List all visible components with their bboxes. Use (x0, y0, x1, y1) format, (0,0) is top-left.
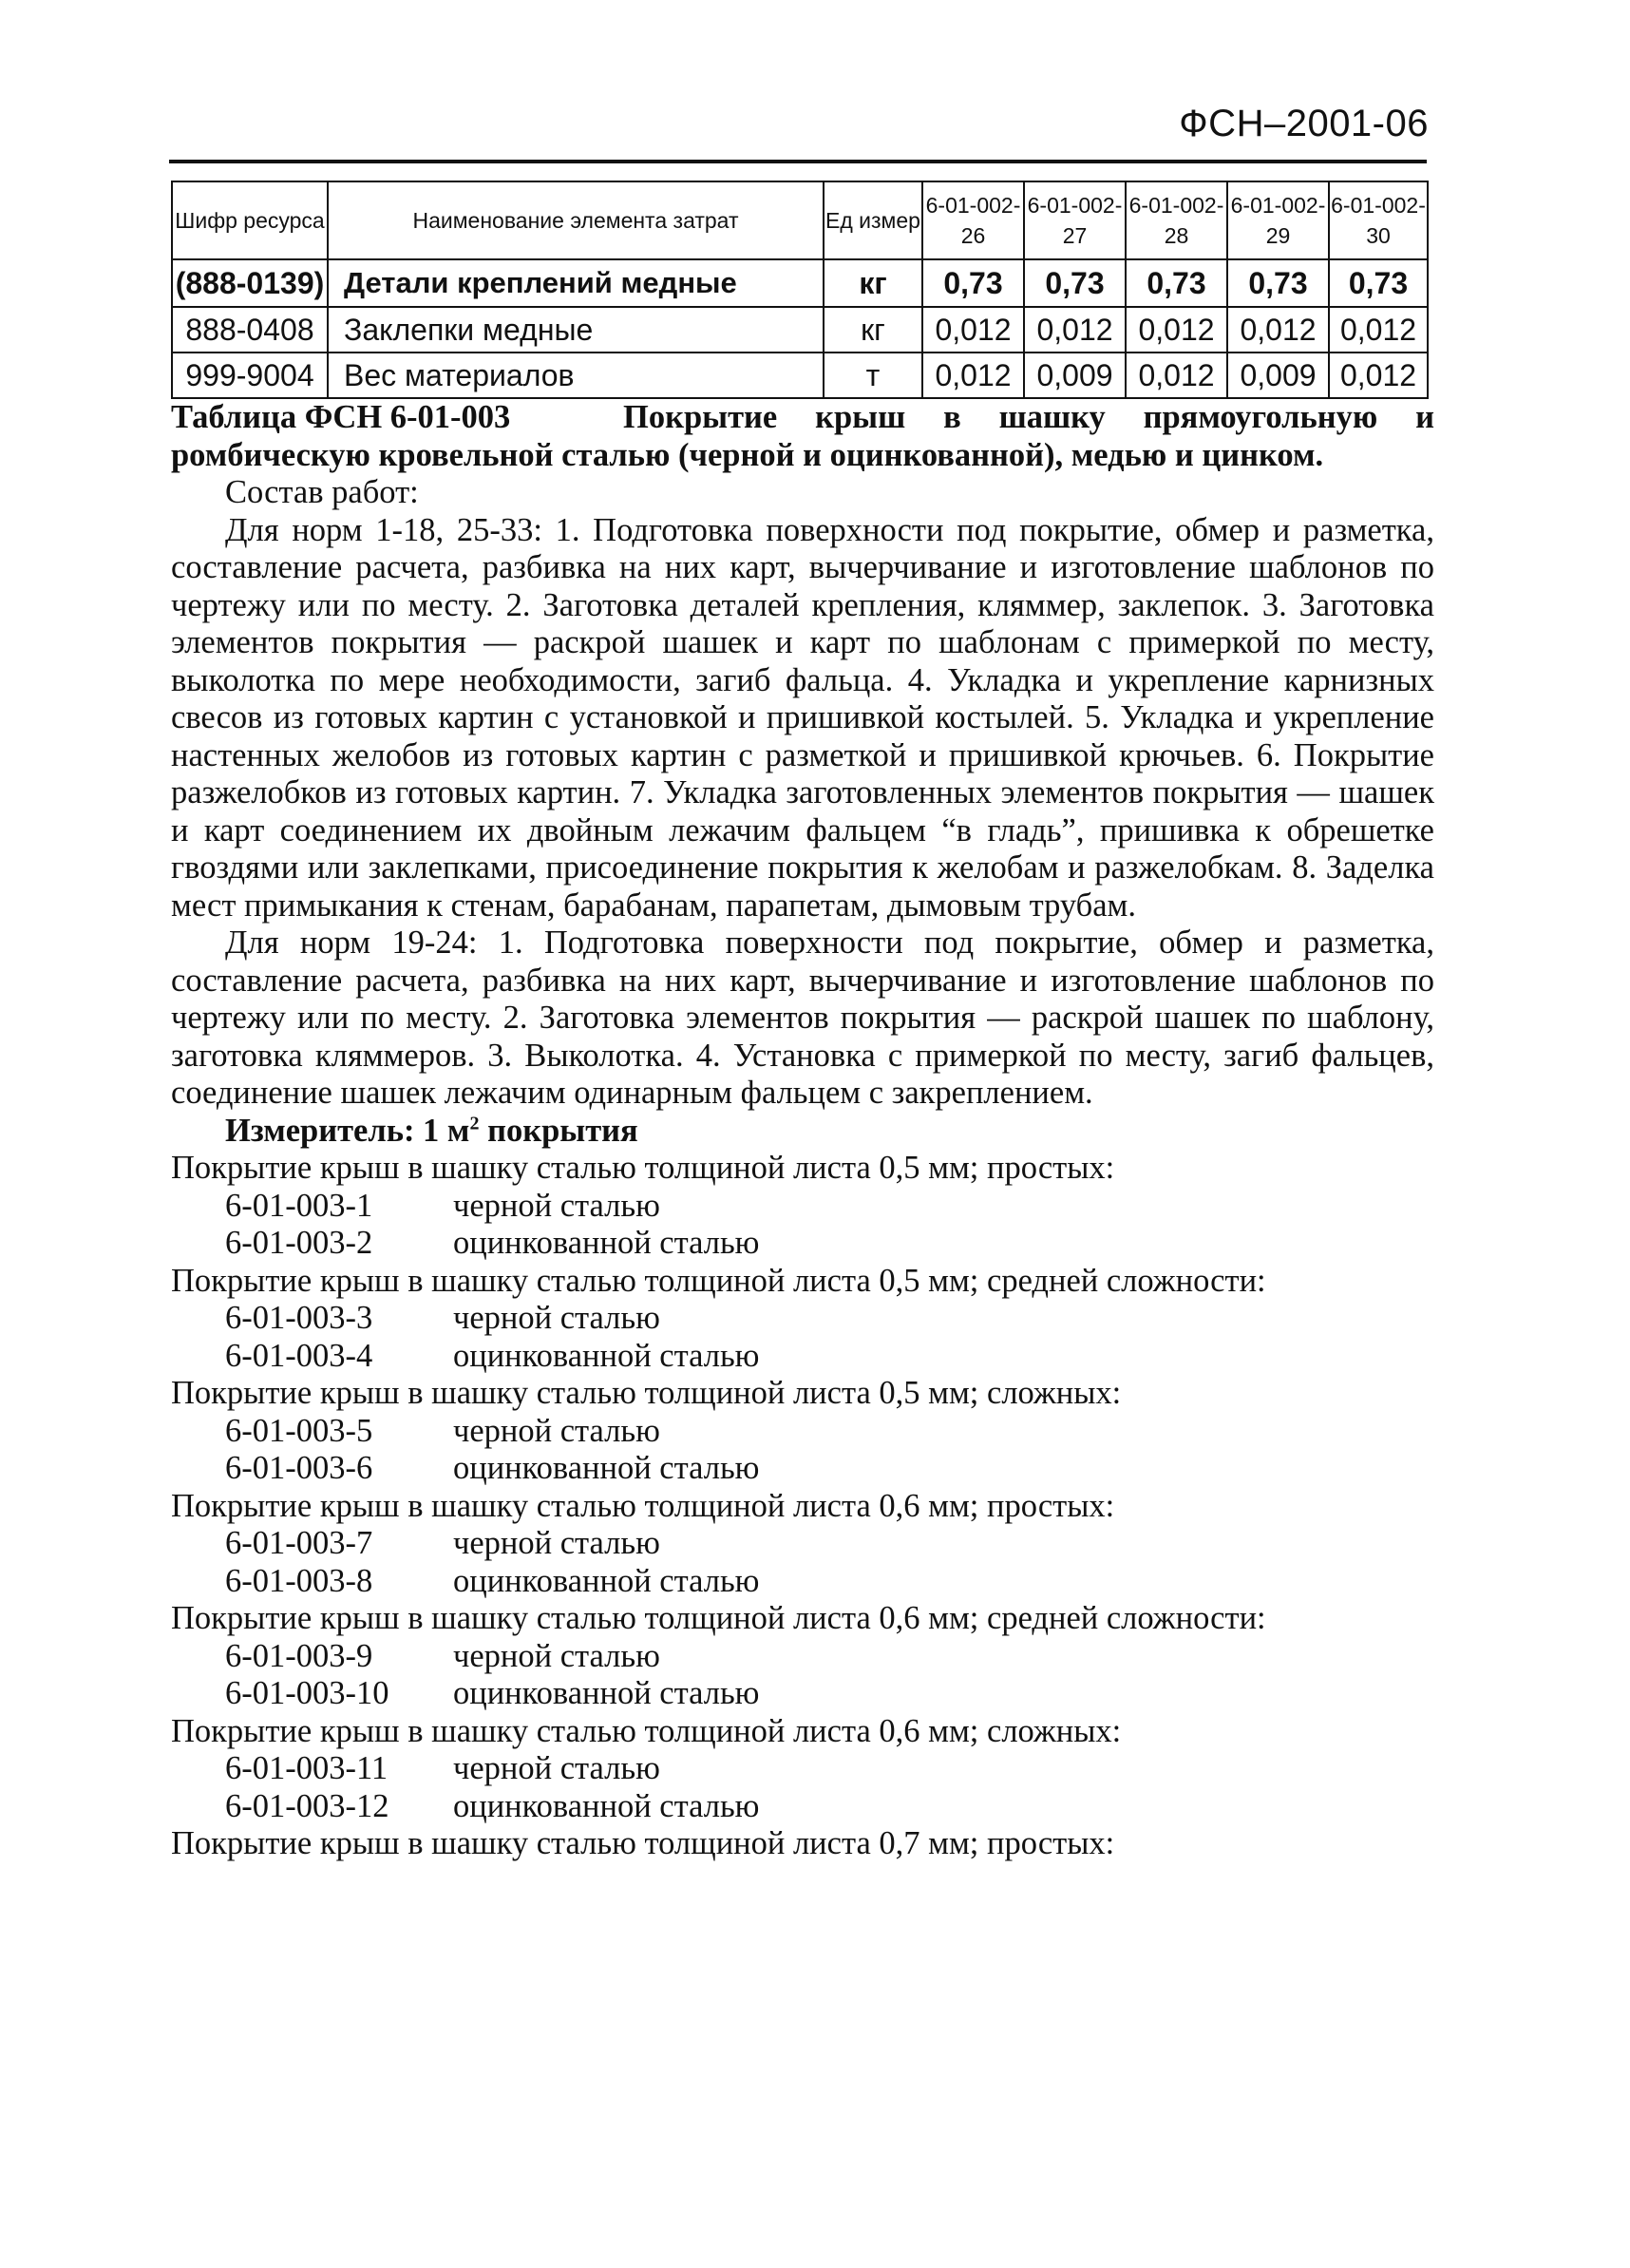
norm-text: оцинкованной сталью (453, 1675, 760, 1711)
measure-superscript: 2 (469, 1113, 480, 1134)
norm-row (171, 1450, 1434, 1488)
cell-value: 0,012 (922, 353, 1024, 398)
norm-code: 6-01-003-9 (225, 1637, 373, 1674)
cell-unit: т (824, 353, 922, 398)
table-row (172, 307, 1428, 353)
norm-row (171, 1675, 1434, 1713)
cell-value: 0,009 (1227, 353, 1329, 398)
norm-group-heading: Покрытие крыш в шашку сталью толщиной листа 0,5 мм; сложных: (171, 1375, 1122, 1411)
table-header-row (172, 181, 1428, 259)
table-number: Таблица ФСН 6-01-003 (171, 399, 511, 435)
norm-group-heading: Покрытие крыш в шашку сталью толщиной листа 0,6 мм; средней сложности: (171, 1600, 1266, 1636)
cell-code: 999-9004 (172, 353, 328, 398)
cell-value: 0,73 (922, 259, 1024, 307)
norm-code: 6-01-003-4 (225, 1337, 373, 1374)
norms-list (171, 1150, 1434, 1863)
header-col: 6-01-002-26 (922, 181, 1024, 259)
header-col: 6-01-002-30 (1329, 181, 1428, 259)
cell-name: Заклепки медные (328, 307, 824, 353)
cell-value: 0,73 (1126, 259, 1227, 307)
norm-text: черной сталью (453, 1637, 660, 1674)
norm-row (171, 1750, 1434, 1788)
cell-value: 0,012 (1329, 353, 1428, 398)
norm-text: черной сталью (453, 1412, 660, 1449)
header-cipher: Шифр ресурса (172, 181, 328, 259)
cell-value: 0,73 (1329, 259, 1428, 307)
norm-code: 6-01-003-2 (225, 1225, 373, 1261)
measure-label: Измеритель: 1 м (225, 1112, 470, 1149)
norm-text: оцинкованной сталью (453, 1337, 760, 1374)
norm-group-heading: Покрытие крыш в шашку сталью толщиной листа 0,6 мм; простых: (171, 1487, 1115, 1524)
norm-group-heading: Покрытие крыш в шашку сталью толщиной листа 0,5 мм; простых: (171, 1150, 1115, 1186)
norm-row (171, 1188, 1434, 1226)
cell-value: 0,012 (1024, 307, 1126, 353)
header-col: 6-01-002-27 (1024, 181, 1126, 259)
document-body (171, 399, 1434, 1863)
table-title (171, 399, 1434, 474)
norm-code: 6-01-003-12 (225, 1787, 389, 1824)
norm-row (171, 1788, 1434, 1826)
norm-text: черной сталью (453, 1525, 660, 1561)
norm-text: оцинкованной сталью (453, 1225, 760, 1261)
norm-row (171, 1225, 1434, 1263)
norm-text: оцинкованной сталью (453, 1450, 760, 1486)
cell-name: Вес материалов (328, 353, 824, 398)
norm-text: оцинкованной сталью (453, 1562, 760, 1599)
measure-rest: покрытия (479, 1112, 638, 1149)
work-paragraph-1: Для норм 1-18, 25-33: 1. Подготовка поверхности под покрытие, обмер и разметка, составление расчета, разбивка на них карт, вычерчивание и изготовление шаблонов по чертежу или по месту. 2. Заготовка деталей крепления, кляммер, заклепок. 3. Заготовка элементов покрытия — раскрой шашек и карт по шаблонам с примеркой по месту, выколотка по мере необходимости, загиб фальца. 4. Укладка и укрепление карнизных свесов из готовых картин с установкой и пришивкой костылей. 5. Укладка и укрепление настенных желобов из готовых картин с разметкой и пришивкой крючьев. 6. Покрытие разжелобков из готовых картин. 7. Укладка заготовленных элементов покрытия — шашек и карт соединением их двойным лежачим фальцем “в гладь”, пришивка к обрешетке гвоздями или заклепками, присоединение покрытия к желобам и разжелобкам. 8. Заделка мест примыкания к стенам, барабанам, парапетам, дымовым трубам. (171, 511, 1434, 924)
cell-value: 0,73 (1227, 259, 1329, 307)
norm-group-heading: Покрытие крыш в шашку сталью толщиной листа 0,6 мм; сложных: (171, 1712, 1122, 1749)
cell-name: Детали креплений медные (328, 259, 824, 307)
cell-code: (888-0139) (172, 259, 328, 307)
norm-code: 6-01-003-3 (225, 1300, 373, 1336)
norm-row (171, 1300, 1434, 1338)
header-name: Наименование элемента затрат (328, 181, 824, 259)
table-row (172, 259, 1428, 307)
norm-text: черной сталью (453, 1187, 660, 1224)
cell-value: 0,012 (1329, 307, 1428, 353)
table-row (172, 353, 1428, 398)
norm-text: черной сталью (453, 1750, 660, 1786)
norm-text: черной сталью (453, 1300, 660, 1336)
resource-table (171, 181, 1429, 399)
cell-value: 0,012 (1126, 353, 1227, 398)
cell-value: 0,012 (922, 307, 1024, 353)
table-caption: Покрытие крыш в шашку прямоугольную и ромбическую кровельной сталью (черной и оцинкованной), медью и цинком. (171, 399, 1434, 473)
norm-row (171, 1338, 1434, 1376)
document-code: ФСН–2001-06 (1179, 103, 1429, 144)
norm-row (171, 1638, 1434, 1676)
work-heading: Состав работ: (225, 474, 419, 510)
cell-value: 0,012 (1126, 307, 1227, 353)
norm-code: 6-01-003-7 (225, 1525, 373, 1561)
norm-row (171, 1413, 1434, 1451)
header-col: 6-01-002-28 (1126, 181, 1227, 259)
norm-code: 6-01-003-6 (225, 1450, 373, 1486)
measure-unit (225, 1113, 1434, 1151)
norm-group-heading: Покрытие крыш в шашку сталью толщиной листа 0,5 мм; средней сложности: (171, 1262, 1266, 1299)
norm-row (171, 1563, 1434, 1601)
cell-unit: кг (824, 307, 922, 353)
cell-value: 0,012 (1227, 307, 1329, 353)
norm-row (171, 1525, 1434, 1563)
header-rule (169, 160, 1427, 163)
cell-unit: кг (824, 259, 922, 307)
header-unit: Ед измер (824, 181, 922, 259)
cell-value: 0,73 (1024, 259, 1126, 307)
norm-code: 6-01-003-11 (225, 1750, 389, 1786)
norm-text: оцинкованной сталью (453, 1787, 760, 1824)
norm-code: 6-01-003-5 (225, 1412, 373, 1449)
cell-code: 888-0408 (172, 307, 328, 353)
norm-code: 6-01-003-8 (225, 1562, 373, 1599)
cell-value: 0,009 (1024, 353, 1126, 398)
norm-code: 6-01-003-10 (225, 1675, 389, 1711)
header-col: 6-01-002-29 (1227, 181, 1329, 259)
work-paragraph-2: Для норм 19-24: 1. Подготовка поверхности под покрытие, обмер и разметка, составление расчета, разбивка на них карт, вычерчивание и изготовление шаблонов по чертежу или по месту. 2. Заготовка элементов покрытия — раскрой шашек по шаблону, заготовка кляммеров. 3. Выколотка. 4. Установка с примеркой по месту, загиб фальцев, соединение шашек лежачим одинарным фальцем с закреплением. (171, 924, 1434, 1111)
norm-code: 6-01-003-1 (225, 1187, 373, 1224)
norm-group-heading: Покрытие крыш в шашку сталью толщиной листа 0,7 мм; простых: (171, 1825, 1115, 1861)
